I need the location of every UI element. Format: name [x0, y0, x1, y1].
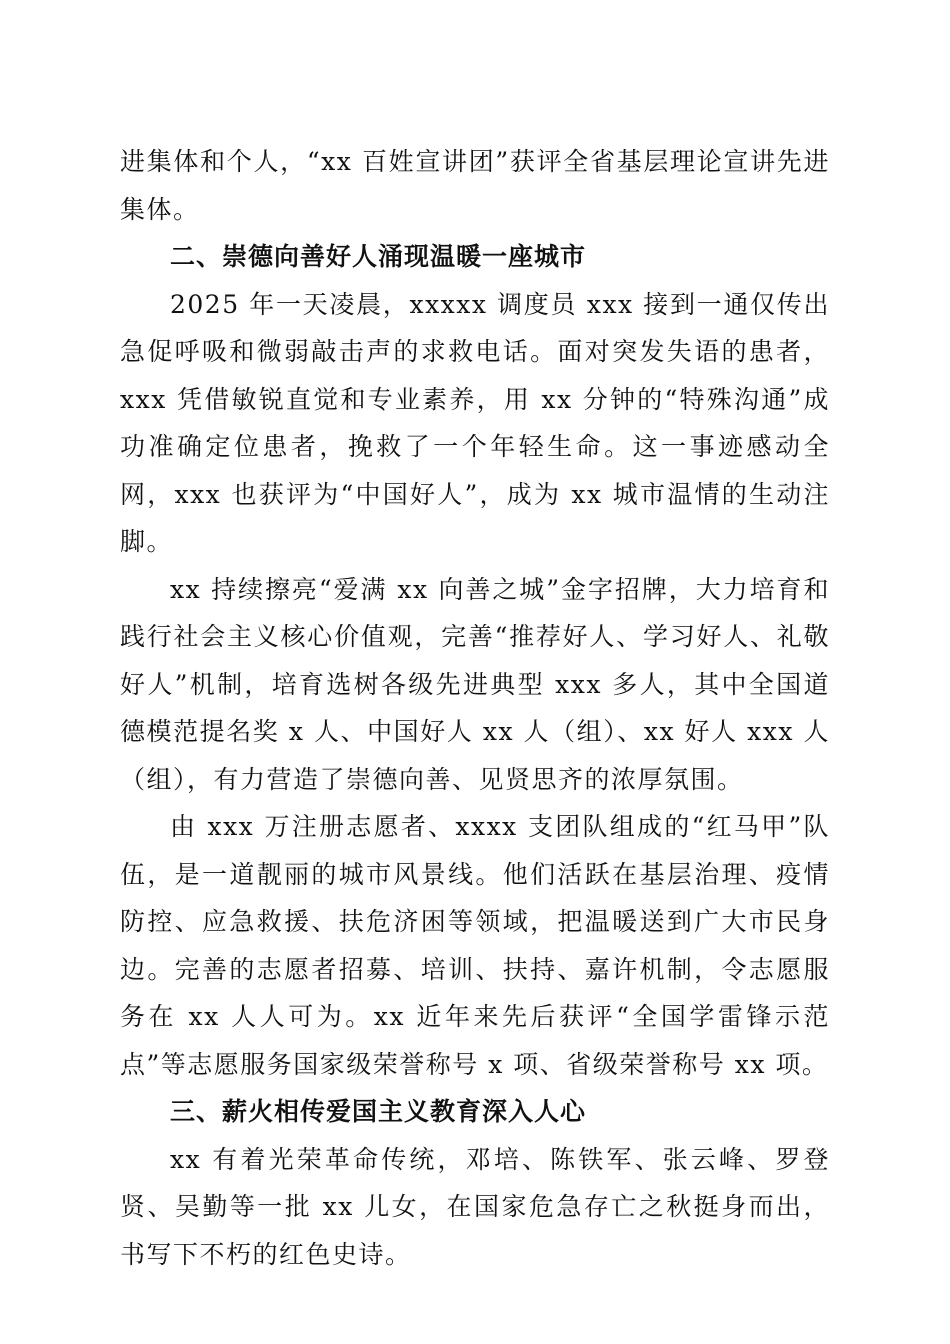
- paragraph-revolutionary-tradition: xx 有着光荣革命传统，邓培、陈铁军、张云峰、罗登贤、吴勤等一批 xx 儿女，在国家危急存亡之秋挺身而出，书写下不朽的红色史诗。: [120, 1144, 830, 1269]
- section-heading-3: 三、薪火相传爱国主义教育深入人心: [170, 1097, 587, 1126]
- document-body: [120, 138, 830, 1278]
- paragraph-good-people: xx 持续擦亮“爱满 xx 向善之城”金字招牌，大力培育和践行社会主义核心价值观，完善“推荐好人、学习好人、礼敬好人”机制，培育选树各级先进典型 xxx 多人，其中全国道德模范提名奖 x 人、中国好人 xx 人（组）、xx 好人 xxx 人（组），有力营造了崇德向善、见贤思齐的浓厚氛围。: [120, 574, 830, 794]
- section-heading-2: 二、崇德向善好人涌现温暖一座城市: [170, 242, 587, 271]
- paragraph-continued: 进集体和个人，“xx 百姓宣讲团”获评全省基层理论宣讲先进集体。: [120, 147, 830, 224]
- paragraph-volunteers: 由 xxx 万注册志愿者、xxxx 支团队组成的“红马甲”队伍，是一道靓丽的城市风景线。他们活跃在基层治理、疫情防控、应急救援、扶危济困等领域，把温暖送到广大市民身边。完善的志愿者招募、培训、扶持、嘉许机制，令志愿服务在 xx 人人可为。xx 近年来先后获评“全国学雷锋示范点”等志愿服务国家级荣誉称号 x 项、省级荣誉称号 xx 项。: [120, 812, 830, 1079]
- paragraph-rescue-story: 2025 年一天凌晨，xxxxx 调度员 xxx 接到一通仅传出急促呼吸和微弱敲击声的求救电话。面对突发失语的患者，xxx 凭借敏锐直觉和专业素养，用 xx 分钟的“特殊沟通”成功准确定位患者，挽救了一个年轻生命。这一事迹感动全网，xxx 也获评为“中国好人”，成为 xx 城市温情的生动注脚。: [120, 289, 830, 556]
